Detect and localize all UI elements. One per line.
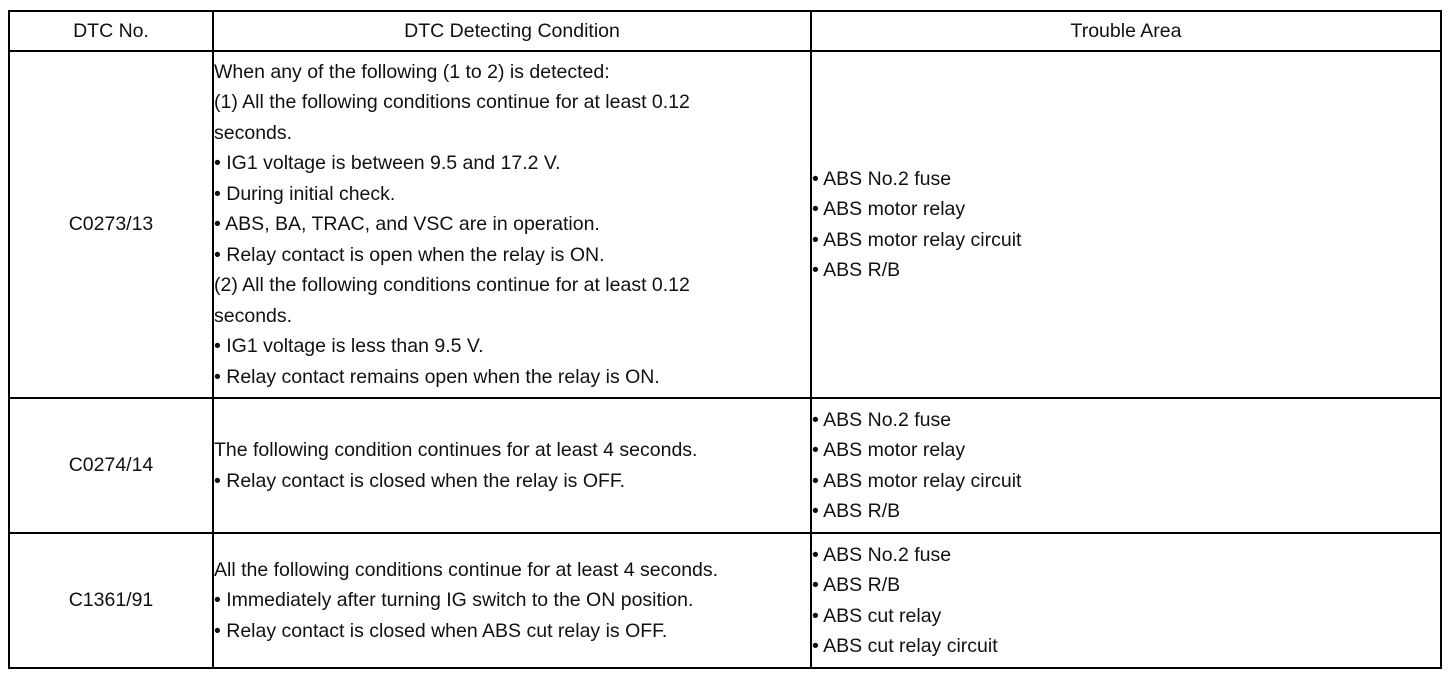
condition-line: • Immediately after turning IG switch to the ON position. <box>214 589 694 612</box>
trouble-area <box>811 533 1441 668</box>
trouble-area <box>811 51 1441 398</box>
trouble-area-item: • ABS cut relay <box>812 604 942 627</box>
condition-line: • Relay contact is closed when ABS cut relay is OFF. <box>214 619 668 642</box>
table-header <box>9 11 1441 51</box>
condition-line: (1) All the following conditions continue for at least 0.12 <box>214 91 690 114</box>
trouble-area-item: • ABS No.2 fuse <box>812 408 952 431</box>
condition-line: • Relay contact is closed when the relay is OFF. <box>214 469 626 492</box>
detecting-condition <box>213 398 811 533</box>
dtc-code: C1361/91 <box>9 533 213 668</box>
trouble-area <box>811 398 1441 533</box>
dtc-table <box>8 10 1442 669</box>
dtc-code: C0274/14 <box>9 398 213 533</box>
trouble-area-item: • ABS motor relay <box>812 198 966 220</box>
condition-line: When any of the following (1 to 2) is detected: <box>214 60 610 83</box>
condition-line: seconds. <box>214 304 293 327</box>
condition-line: • IG1 voltage is between 9.5 and 17.2 V. <box>214 152 561 175</box>
trouble-area-item: • ABS R/B <box>812 259 901 281</box>
trouble-area-item: • ABS motor relay circuit <box>812 469 1022 492</box>
table-row <box>9 51 1441 398</box>
detecting-condition <box>213 533 811 668</box>
condition-line: The following condition continues for at least 4 seconds. <box>214 439 698 461</box>
trouble-area-item: • ABS motor relay <box>812 439 966 461</box>
condition-line: seconds. <box>214 121 293 144</box>
table-row <box>9 533 1441 668</box>
condition-line: • ABS, BA, TRAC, and VSC are in operation. <box>214 213 600 236</box>
condition-line: • Relay contact is open when the relay is ON. <box>214 243 605 266</box>
header-row <box>9 11 1441 51</box>
trouble-area-item: • ABS No.2 fuse <box>812 167 952 190</box>
header-trouble-area: Trouble Area <box>811 11 1441 51</box>
condition-line: • Relay contact remains open when the relay is ON. <box>214 365 660 388</box>
condition-line: (2) All the following conditions continue for at least 0.12 <box>214 274 690 297</box>
trouble-area-item: • ABS R/B <box>812 574 901 596</box>
condition-line: • During initial check. <box>214 182 396 205</box>
condition-line: All the following conditions continue for at least 4 seconds. <box>214 558 719 581</box>
table-row <box>9 398 1441 533</box>
condition-line: • IG1 voltage is less than 9.5 V. <box>214 335 484 358</box>
trouble-area-item: • ABS No.2 fuse <box>812 543 952 566</box>
trouble-area-item: • ABS motor relay circuit <box>812 228 1022 251</box>
detecting-condition <box>213 51 811 398</box>
header-dtc-no: DTC No. <box>9 11 213 51</box>
trouble-area-item: • ABS cut relay circuit <box>812 635 998 657</box>
dtc-code: C0273/13 <box>9 51 213 398</box>
trouble-area-item: • ABS R/B <box>812 500 901 522</box>
header-detecting-condition: DTC Detecting Condition <box>213 11 811 51</box>
